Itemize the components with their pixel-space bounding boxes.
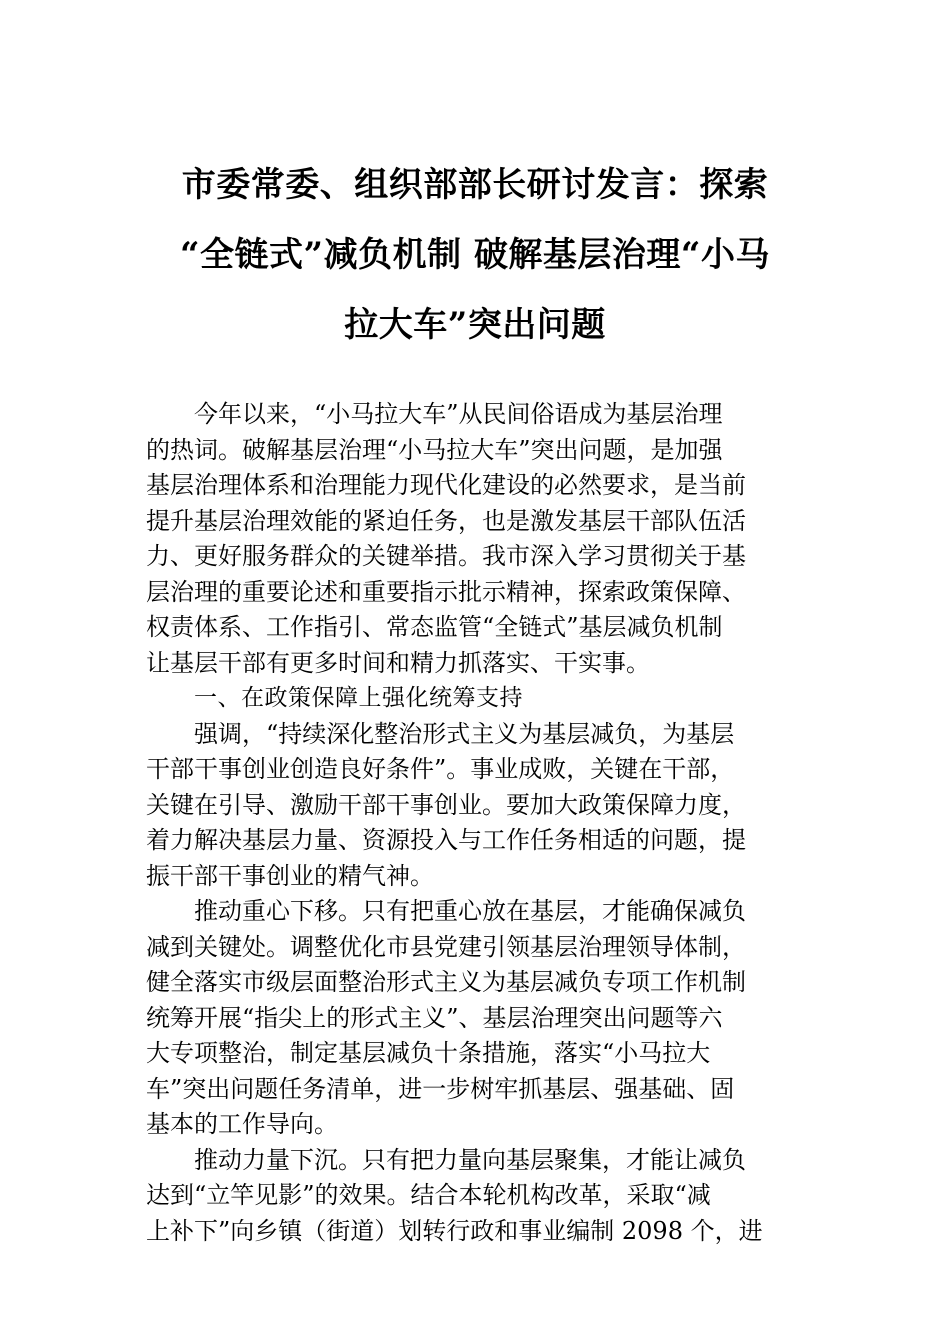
paragraph-line: 达到“立竿见影”的效果。结合本轮机构改革，采取“减 [146,1181,711,1209]
paragraph-line: 关键在引导、激励干部干事创业。要加大政策保障力度， [146,790,746,819]
title-line-2: “全链式”减负机制 破解基层治理“小马 [179,235,770,275]
paragraph-intro [146,397,806,681]
paragraph-line: 大专项整治，制定基层减负十条措施，落实“小马拉大 [146,1039,711,1067]
paragraph-line: 干部干事创业创造良好条件”。事业成败，关键在干部， [146,755,735,783]
title-line-3: 拉大车”突出问题 [344,305,606,345]
paragraph-line: 基本的工作导向。 [146,1110,338,1138]
title-line-1: 市委常委、组织部部长研讨发言：探索 [181,165,769,205]
paragraph-focus-downward [146,894,806,1143]
document-body [146,397,806,1249]
paragraph-line: 让基层干部有更多时间和精力抓落实、干实事。 [146,648,650,677]
paragraph-line: 权责体系、工作指引、常态监管“全链式”基层减负机制 [146,613,723,641]
paragraph-policy [146,717,806,895]
paragraph-line: 健全落实市级层面整治形式主义为基层减负专项工作机制 [146,968,746,996]
document-title [140,150,810,360]
paragraph-line: 今年以来，“小马拉大车”从民间俗语成为基层治理 [194,400,723,428]
paragraph-line: 振干部干事创业的精气神。 [146,861,434,890]
paragraph-line: 推动力量下沉。只有把力量向基层聚集，才能让减负 [194,1145,746,1174]
paragraph-line: 减到关键处。调整优化市县党建引领基层治理领导体制， [146,932,746,961]
paragraph-line: 层治理的重要论述和重要指示批示精神，探索政策保障、 [146,577,746,606]
paragraph-force-downward [146,1143,806,1250]
paragraph-line: 车”突出问题任务清单，进一步树牢抓基层、强基础、固 [146,1074,735,1103]
paragraph-line: 着力解决基层力量、资源投入与工作任务相适的问题，提 [146,826,746,854]
paragraph-line: 的热词。破解基层治理“小马拉大车”突出问题，是加强 [146,435,723,464]
paragraph-line: 上补下”向乡镇（街道）划转行政和事业编制 2098 个，进 [146,1216,763,1245]
paragraph-line: 基层治理体系和治理能力现代化建设的必然要求，是当前 [146,471,746,499]
paragraph-line: 力、更好服务群众的关键举措。我市深入学习贯彻关于基 [146,542,746,570]
paragraph-line: 统筹开展“指尖上的形式主义”、基层治理突出问题等六 [146,1003,723,1032]
paragraph-line: 强调，“持续深化整治形式主义为基层减负，为基层 [194,719,735,748]
paragraph-line: 提升基层治理效能的紧迫任务，也是激发基层干部队伍活 [146,506,746,535]
paragraph-line: 推动重心下移。只有把重心放在基层，才能确保减负 [194,897,746,925]
section-heading-1: 一、在政策保障上强化统筹支持 [194,685,523,711]
